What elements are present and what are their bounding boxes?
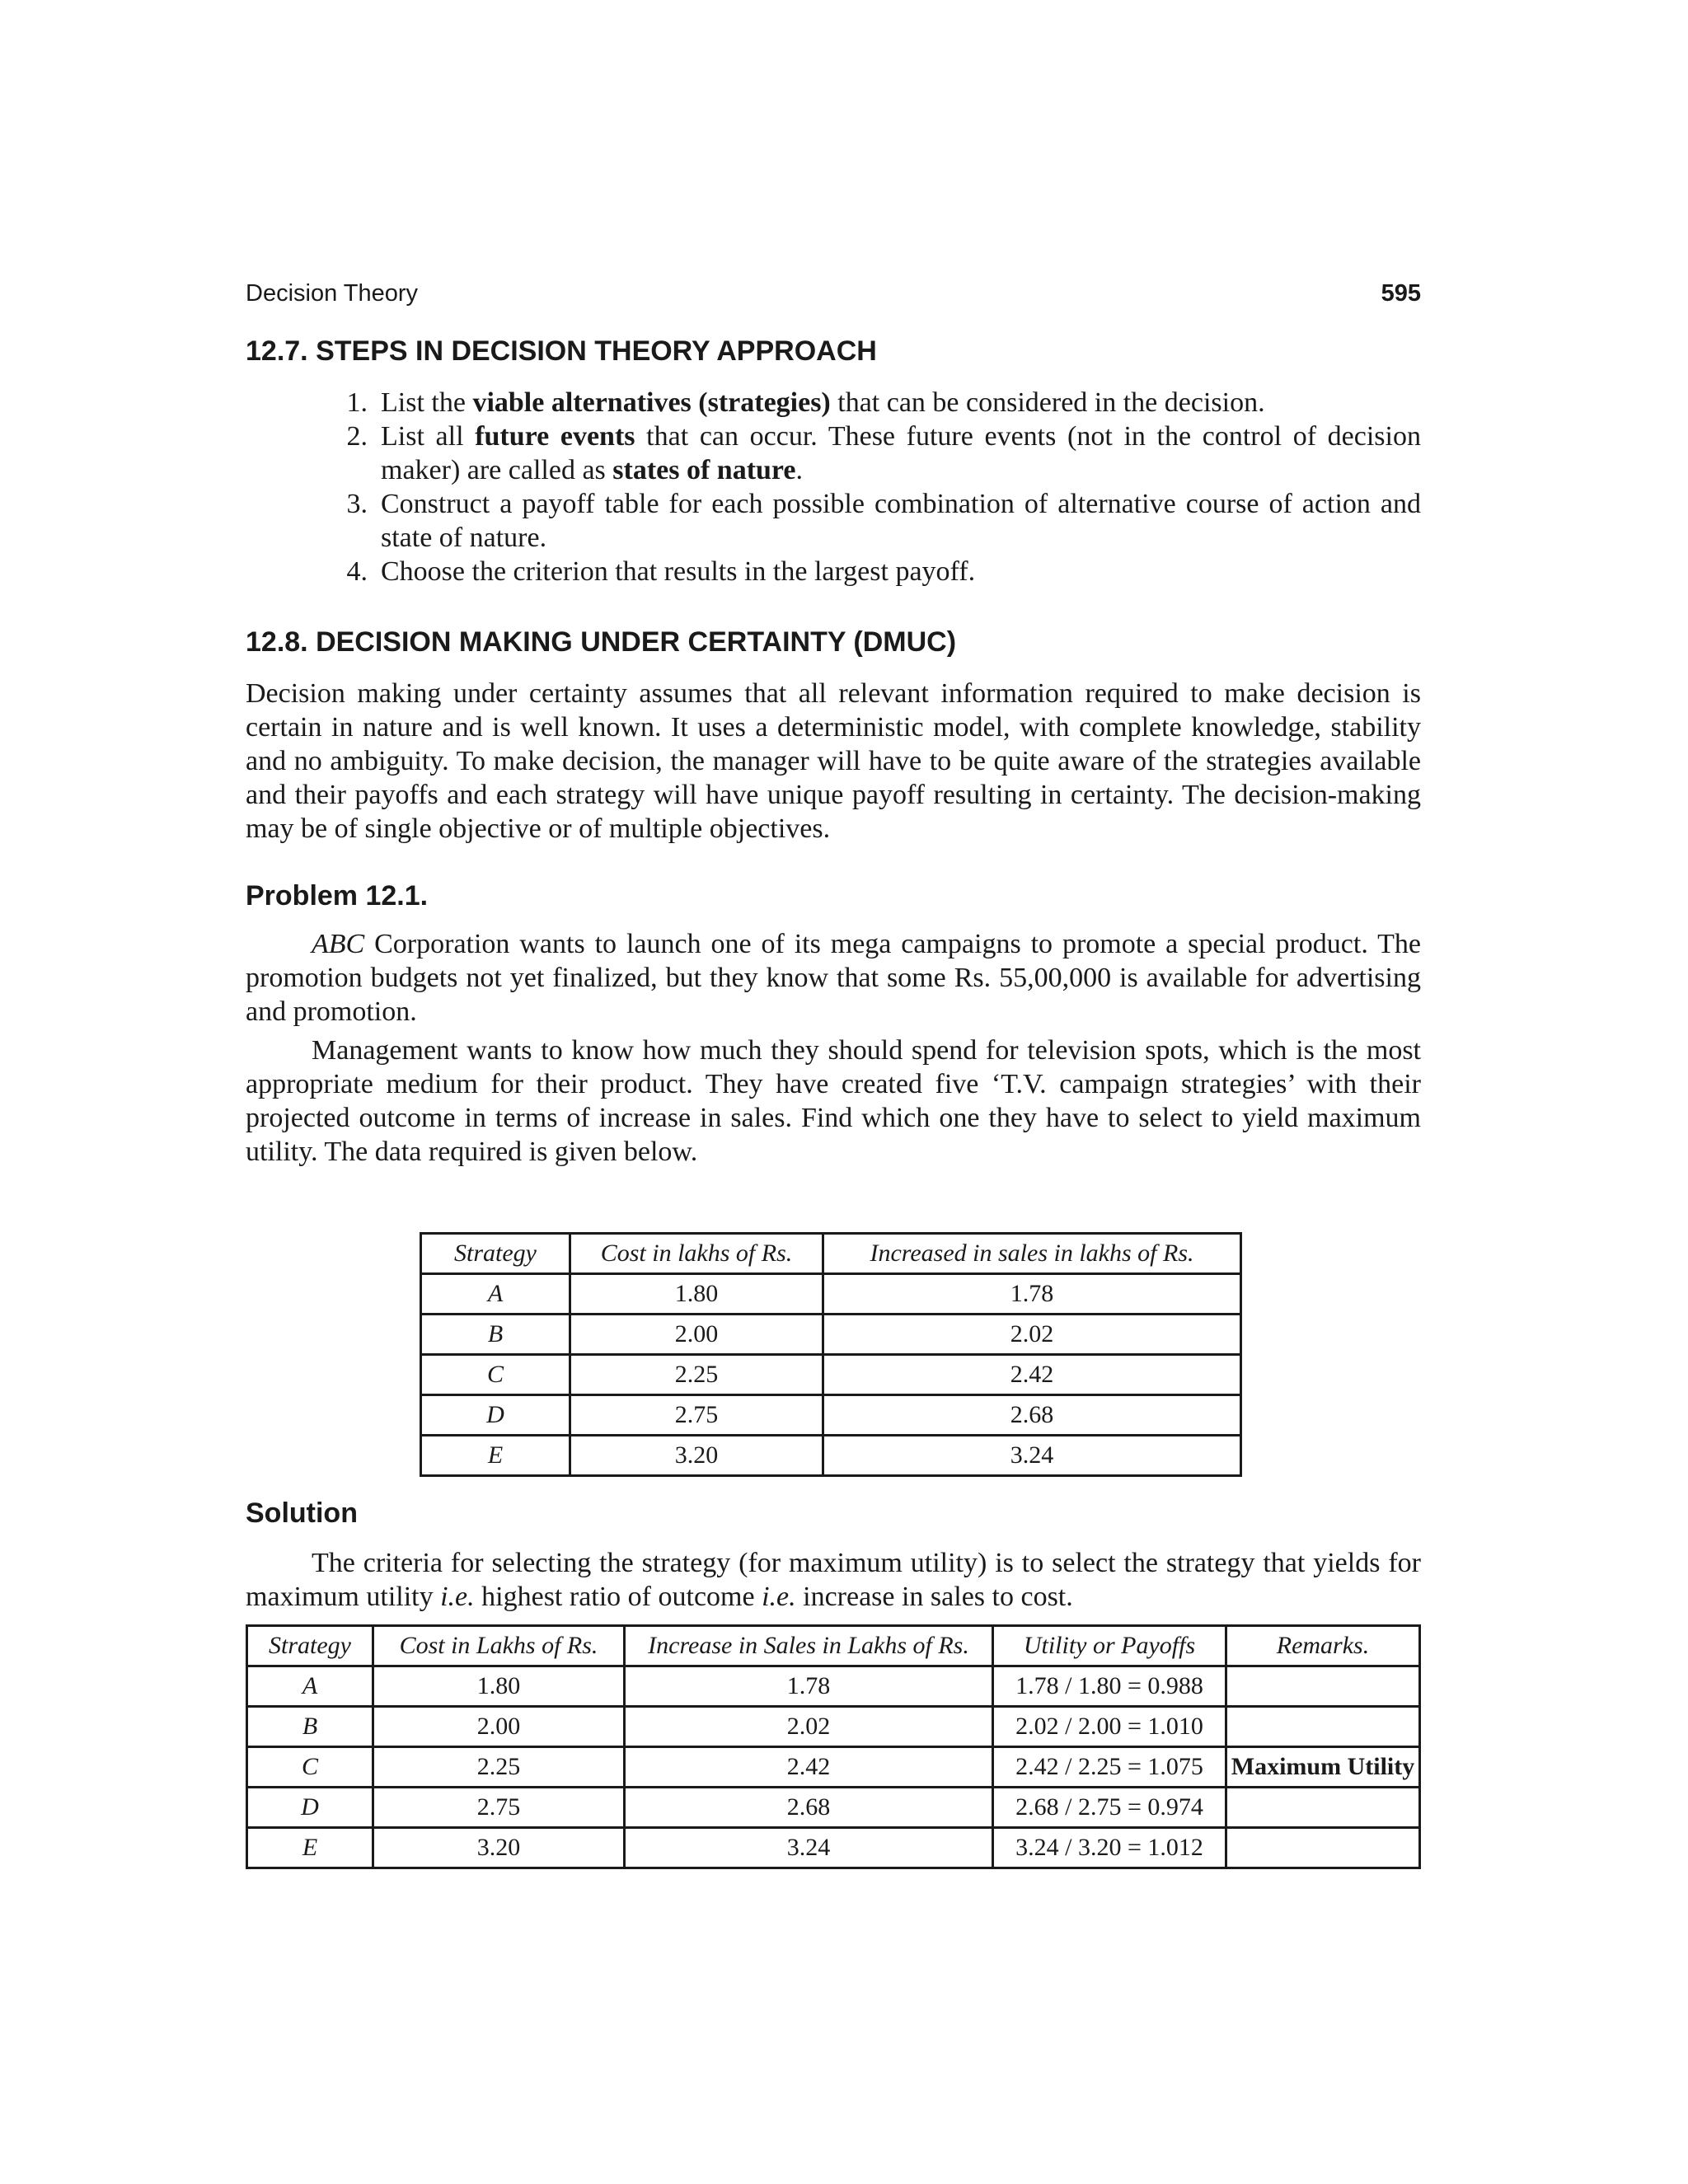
list-item: 1. List the viable alternatives (strategies) that can be considered in the decision.	[346, 387, 1265, 418]
running-title: Decision Theory	[246, 280, 419, 307]
table-row: D 2.75 2.68 2.68 / 2.75 = 0.974	[247, 1788, 1420, 1828]
solution-block	[246, 1497, 1421, 1614]
section-heading-12-8: 12.8. DECISION MAKING UNDER CERTAINTY (DMUC)	[246, 626, 957, 658]
problem-paragraph-2: Management wants to know how much they should spend for television spots, which is the most appropriate medium for their product. They have created five ‘T.V. campaign strategies’ with their projected outcome in terms of increase in sales. Find which one they have to select to yield maximum utility. The data required is given below.	[246, 1035, 1421, 1167]
list-item: 3. Construct a payoff table for each possible combination of alternative course of action and state of nature.	[346, 489, 1421, 553]
table-row: A 1.80 1.78	[421, 1274, 1241, 1315]
utility-table	[246, 1624, 1421, 1869]
strategy-data-table	[420, 1232, 1242, 1477]
problem-paragraph-1: ABC Corporation wants to launch one of its mega campaigns to promote a special product. The promotion budgets not yet finalized, but they know that some Rs. 55,00,000 is available for advertising and promotion.	[246, 929, 1421, 1027]
table-row: C 2.25 2.42	[421, 1355, 1241, 1395]
table-header-row: Strategy Cost in lakhs of Rs. Increased in sales in lakhs of Rs.	[421, 1234, 1241, 1274]
page	[246, 280, 1421, 1861]
list-item: 4. Choose the criterion that results in the largest payoff.	[346, 556, 976, 587]
table-row: B 2.00 2.02 2.02 / 2.00 = 1.010	[247, 1707, 1420, 1747]
table-row: E 3.20 3.24 3.24 / 3.20 = 1.012	[247, 1828, 1420, 1868]
table-row: C 2.25 2.42 2.42 / 2.25 = 1.075 Maximum Utility	[247, 1747, 1420, 1788]
section-heading-12-7: 12.7. STEPS IN DECISION THEORY APPROACH	[246, 335, 877, 367]
problem-heading: Problem 12.1.	[246, 880, 429, 912]
maximum-utility-remark: Maximum Utility	[1226, 1747, 1420, 1788]
steps-list	[246, 386, 1421, 588]
running-header	[246, 280, 1421, 307]
table-row: E 3.20 3.24	[421, 1436, 1241, 1476]
solution-paragraph: The criteria for selecting the strategy (for maximum utility) is to select the strategy that yields for maximum utility i.e. highest ratio of outcome i.e. increase in sales to cost.	[246, 1548, 1421, 1612]
dmuc-paragraph: Decision making under certainty assumes that all relevant information required to make decision is certain in nature and is well known. It uses a deterministic model, with complete knowledge, stability and no ambiguity. To make decision, the manager will have to be quite aware of the strategies available and their payoffs and each strategy will have unique payoff resulting in certainty. The decision-making may be of single objective or of multiple objectives.	[246, 678, 1421, 844]
table-row: D 2.75 2.68	[421, 1395, 1241, 1436]
table-header-row: Strategy Cost in Lakhs of Rs. Increase in Sales in Lakhs of Rs. Utility or Payoffs Remarks.	[247, 1626, 1420, 1666]
table-row: B 2.00 2.02	[421, 1315, 1241, 1355]
solution-heading: Solution	[246, 1497, 358, 1529]
page-number: 595	[1381, 280, 1421, 307]
table-row: A 1.80 1.78 1.78 / 1.80 = 0.988	[247, 1666, 1420, 1707]
list-item: 2. List all future events that can occur. These future events (not in the control of decision maker) are called as states of nature.	[346, 421, 1421, 485]
